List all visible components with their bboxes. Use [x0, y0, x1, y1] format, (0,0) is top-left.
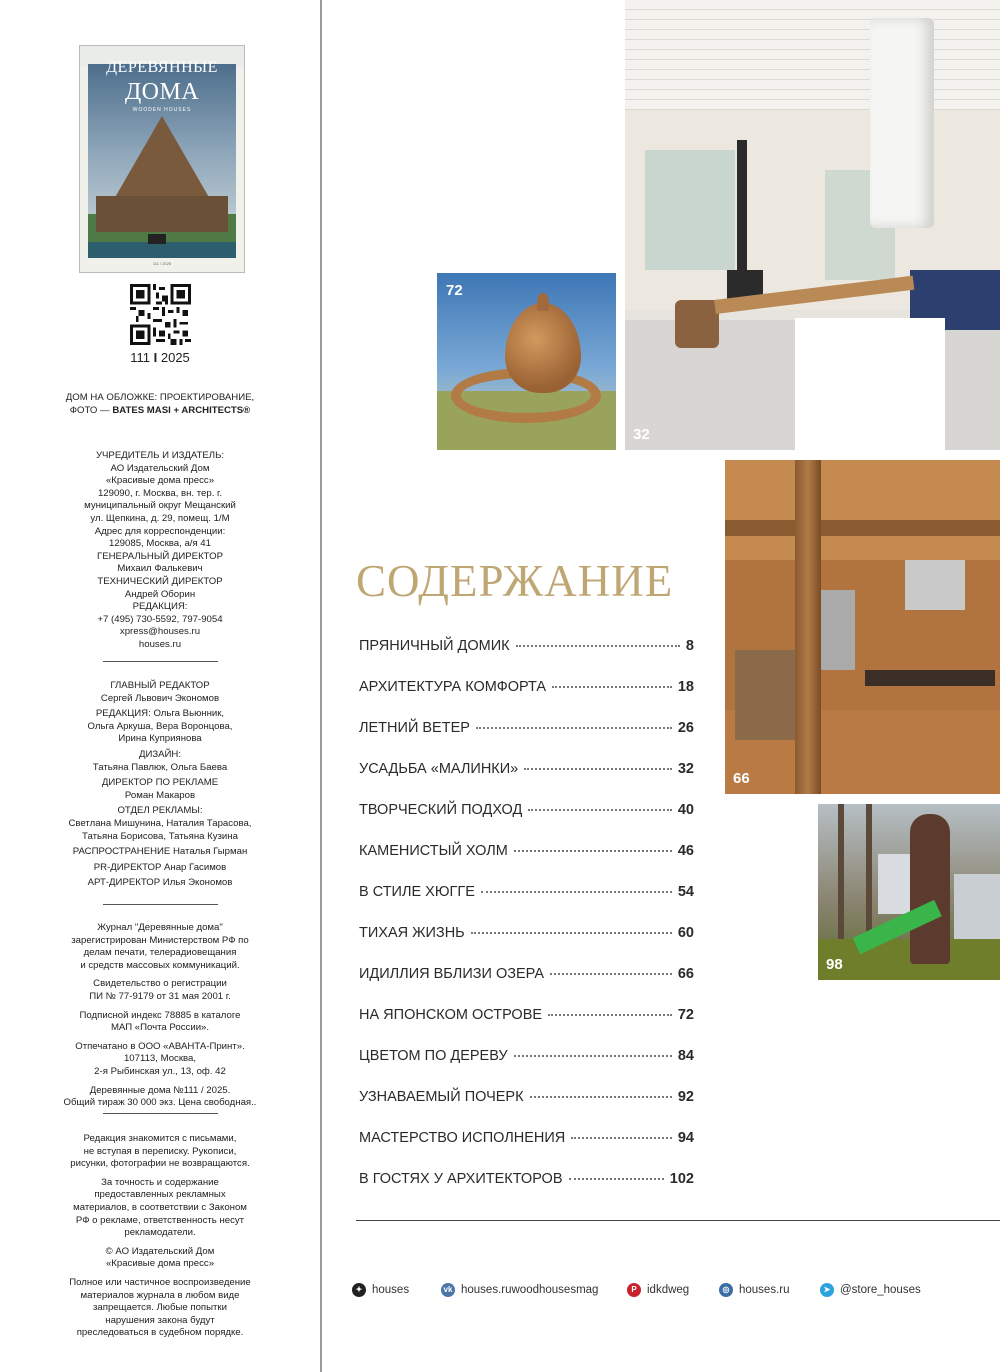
photo-98-tree — [838, 804, 844, 954]
toc-leader-dots — [528, 809, 672, 811]
toc-leader-dots — [550, 973, 672, 975]
masthead-line: Светлана Мишунина, Наталия Тарасова, — [68, 817, 252, 829]
toc-entry-title: НА ЯПОНСКОМ ОСТРОВЕ — [359, 1007, 543, 1023]
masthead-line: делам печати, телерадиовещания — [83, 947, 237, 959]
masthead-line: зарегистрирован Министерством РФ по — [71, 934, 249, 946]
staff-block — [60, 680, 260, 890]
masthead-line: рисунки, фотографии не возвращаются. — [70, 1158, 250, 1170]
masthead-line: Михаил Фалькевич — [117, 563, 203, 575]
sidebar-divider — [103, 661, 218, 662]
cover-bottom-text: 111 / 2025 — [152, 261, 172, 266]
masthead-line: ПИ № 77-9179 от 31 мая 2001 г. — [89, 990, 231, 1002]
toc-entry-page: 46 — [677, 843, 694, 859]
masthead-line: преследоваться в судебном порядке. — [76, 1327, 244, 1339]
toc-entry[interactable] — [359, 843, 694, 863]
photo-32-stove-pipe — [737, 140, 747, 270]
toc-leader-dots — [569, 1178, 664, 1180]
social-link[interactable] — [627, 1283, 689, 1297]
toc-entry-title: ТИХАЯ ЖИЗНЬ — [359, 925, 465, 941]
masthead-line: 129090, г. Москва, вн. тер. г. — [97, 487, 223, 499]
masthead-line: материалов журнала в любом виде — [80, 1289, 240, 1301]
photo-66-post — [795, 460, 821, 794]
cover-title-line2: ДОМА — [124, 79, 200, 105]
cover-house-roof — [110, 116, 214, 206]
social-links — [352, 1283, 992, 1303]
masthead-line: За точность и содержание — [101, 1176, 219, 1188]
photo-article-32[interactable] — [625, 0, 1000, 450]
toc-entry-title: ЛЕТНИЙ ВЕТЕР — [359, 720, 470, 736]
toc-entry-title: МАСТЕРСТВО ИСПОЛНЕНИЯ — [359, 1130, 566, 1146]
toc-leader-dots — [481, 891, 672, 893]
masthead-line: Татьяна Павлюк, Ольга Баева — [92, 761, 228, 773]
masthead-line: xpress@houses.ru — [119, 626, 201, 638]
masthead-line: нарушения закона будут — [105, 1314, 215, 1326]
qr-code-icon[interactable] — [130, 284, 191, 345]
registration-block — [60, 922, 260, 1110]
masthead-line: рекламодатели. — [124, 1227, 196, 1239]
pinterest-icon: P — [627, 1283, 641, 1297]
masthead-line: +7 (495) 730-5592, 797-9054 — [97, 613, 223, 625]
photo-page-number: 32 — [633, 426, 650, 443]
toc-entry-title: ЦВЕТОМ ПО ДЕРЕВУ — [359, 1048, 508, 1064]
masthead-line: Ирина Куприянова — [118, 733, 202, 745]
masthead-line: Татьяна Борисова, Татьяна Кузина — [82, 830, 238, 842]
photo-98-person — [910, 814, 950, 964]
toc-entry-title: АРХИТЕКТУРА КОМФОРТА — [359, 679, 547, 695]
masthead-line: Деревянные дома №111 / 2025. — [89, 1084, 231, 1096]
toc-entry-page: 94 — [677, 1130, 694, 1146]
toc-entry[interactable] — [359, 1130, 694, 1150]
toc-leader-dots — [530, 1096, 672, 1098]
toc-entry-title: КАМЕНИСТЫЙ ХОЛМ — [359, 843, 508, 859]
toc-entry-page: 18 — [677, 679, 694, 695]
toc-entry[interactable] — [359, 925, 694, 945]
toc-entry-title: ИДИЛЛИЯ ВБЛИЗИ ОЗЕРА — [359, 966, 545, 982]
masthead-line: ГЛАВНЫЙ РЕДАКТОР — [110, 680, 210, 691]
photo-article-72[interactable] — [437, 273, 616, 450]
social-link-label: idkdweg — [647, 1284, 690, 1296]
cover-credit-prefix: ФОТО — — [69, 404, 110, 416]
toc-entry[interactable] — [359, 1089, 694, 1109]
toc-entry-page: 8 — [685, 638, 694, 654]
masthead-line: «Красивые дома пресс» — [105, 475, 215, 487]
toc-leader-dots — [552, 686, 672, 688]
toc-entry[interactable] — [359, 679, 694, 699]
masthead-line: Подписной индекс 78885 в каталоге — [79, 1009, 241, 1021]
masthead-line: Редакция знакомится с письмами, — [83, 1133, 237, 1144]
toc-entry[interactable] — [359, 638, 694, 658]
masthead-line: материалов, в соответствии с Законом — [73, 1201, 247, 1213]
toc-entry-title: УЗНАВАЕМЫЙ ПОЧЕРК — [359, 1089, 524, 1105]
masthead-sidebar — [0, 0, 320, 1372]
photo-66-fridge — [815, 590, 855, 670]
issue-number — [80, 350, 240, 365]
masthead-line: муниципальный округ Мещанский — [84, 500, 236, 512]
photo-98-lawn — [818, 939, 1000, 980]
photo-66-ceiling — [725, 460, 1000, 560]
social-link-label: houses.ru — [739, 1284, 790, 1296]
social-link[interactable] — [820, 1283, 921, 1297]
toc-entry-title: ПРЯНИЧНЫЙ ДОМИК — [359, 638, 510, 654]
masthead-line: PR-ДИРЕКТОР Анар Гасимов — [93, 861, 227, 873]
photo-66-hood — [905, 560, 965, 610]
cover-subtitle: WOODEN HOUSES — [132, 107, 192, 113]
issue-separator: I — [153, 350, 158, 365]
masthead-line: АО Издательский Дом — [110, 462, 210, 474]
toc-entry-title: В ГОСТЯХ У АРХИТЕКТОРОВ — [359, 1171, 563, 1187]
masthead-line: РЕДАКЦИЯ: — [132, 601, 188, 613]
toc-leader-dots — [548, 1014, 672, 1016]
toc-entry-title: ТВОРЧЕСКИЙ ПОДХОД — [359, 802, 523, 818]
photo-32-island — [795, 318, 945, 450]
photo-page-number: 66 — [733, 770, 750, 787]
vk-icon: vk — [441, 1283, 455, 1297]
masthead-line: МАП «Почта России». — [110, 1022, 210, 1034]
cover-thumbnail[interactable] — [79, 45, 245, 273]
photo-32-ceiling — [625, 0, 1000, 110]
masthead-line: ДИРЕКТОР ПО РЕКЛАМЕ — [101, 777, 219, 789]
masthead-line: 2-я Рыбинская ул., 13, оф. 42 — [94, 1065, 226, 1077]
toc-entry-page: 26 — [677, 720, 694, 736]
masthead-line: РЕДАКЦИЯ: Ольга Вьюнник, — [95, 708, 225, 720]
legal-block — [60, 1133, 260, 1340]
masthead-line: houses.ru — [138, 638, 182, 650]
footer-divider — [356, 1220, 1000, 1221]
masthead-line: Свидетельство о регистрации — [93, 978, 227, 990]
toc-entry-page: 92 — [677, 1089, 694, 1105]
masthead-line: 129085, Москва, а/я 41 — [109, 538, 211, 550]
cover-badge — [148, 234, 166, 244]
masthead-line: РАСПРОСТРАНЕНИЕ Наталья Гырман — [72, 846, 248, 858]
toc-entry-title: УСАДЬБА «МАЛИНКИ» — [359, 761, 519, 777]
vertical-divider — [320, 0, 322, 1372]
toc-entry-page: 84 — [677, 1048, 694, 1064]
toc-leader-dots — [471, 932, 672, 934]
masthead-line: ТЕХНИЧЕСКИЙ ДИРЕКТОР — [97, 575, 223, 587]
masthead-line: и средств массовых коммуникаций. — [80, 959, 240, 971]
telegram-icon: ➤ — [820, 1283, 834, 1297]
masthead-line: Сергей Львович Экономов — [100, 692, 220, 704]
cover-credit — [60, 392, 260, 417]
issue-year: 2025 — [160, 350, 190, 365]
photo-article-98[interactable] — [818, 804, 1000, 980]
masthead-line: запрещается. Любые попытки — [93, 1302, 227, 1314]
social-link-label: houses — [372, 1284, 410, 1296]
issue-num: 111 — [130, 350, 150, 365]
masthead-line: ДИЗАЙН: — [138, 748, 182, 760]
toc-leader-dots — [514, 1055, 672, 1057]
masthead-line: ГЕНЕРАЛЬНЫЙ ДИРЕКТОР — [97, 550, 223, 562]
social-link-label: @store_houses — [840, 1284, 921, 1296]
social-link[interactable] — [441, 1283, 598, 1297]
masthead-line: ул. Щепкина, д. 29, помещ. 1/М — [90, 512, 230, 524]
sidebar-divider — [103, 904, 218, 905]
toc-entry[interactable] — [359, 884, 694, 904]
photo-article-66[interactable] — [725, 460, 1000, 794]
masthead-line: ОТДЕЛ РЕКЛАМЫ: — [117, 805, 203, 817]
toc-leader-dots — [524, 768, 672, 770]
contents-heading: СОДЕРЖАНИЕ — [356, 556, 674, 606]
photo-32-window — [645, 150, 735, 270]
masthead-line: 107113, Москва, — [123, 1053, 197, 1065]
cover-credit-line1: ДОМ НА ОБЛОЖКЕ: ПРОЕКТИРОВАНИЕ, — [65, 392, 255, 403]
masthead-line: предоставленных рекламных — [94, 1189, 226, 1201]
social-link-label: houses.ruwoodhousesmag — [461, 1284, 599, 1296]
masthead-line: не вступая в переписку. Рукописи, — [83, 1145, 237, 1157]
masthead-line: Ольга Аркуша, Вера Воронцова, — [87, 720, 233, 732]
toc-entry-page: 54 — [677, 884, 694, 900]
toc-leader-dots — [571, 1137, 672, 1139]
photo-66-counter — [865, 670, 995, 686]
masthead-line: © АО Издательский Дом — [105, 1245, 215, 1257]
photo-page-number: 72 — [446, 282, 463, 299]
photo-32-chair — [675, 300, 719, 348]
masthead-line: РФ о рекламе, ответственность несут — [75, 1214, 245, 1226]
masthead-line: Журнал "Деревянные дома" — [97, 922, 223, 933]
masthead-line: Роман Макаров — [124, 789, 196, 801]
toc-leader-dots — [516, 645, 680, 647]
publisher-block — [60, 450, 260, 652]
photo-66-beam — [725, 520, 1000, 536]
toc-entry-page: 66 — [677, 966, 694, 982]
toc-entry-page: 40 — [677, 802, 694, 818]
toc-entry-page: 102 — [669, 1171, 694, 1187]
toc-entry-page: 60 — [677, 925, 694, 941]
toc-entry[interactable] — [359, 966, 694, 986]
cover-title-line1: ДЕРЕВЯННЫЕ — [106, 59, 218, 76]
photo-72-pavilion-tip — [537, 293, 549, 311]
toc-entry[interactable] — [359, 1048, 694, 1068]
toc-entry[interactable] — [359, 720, 694, 740]
masthead-line: Адрес для корреспонденции: — [94, 525, 226, 537]
toc-entry[interactable] — [359, 1007, 694, 1027]
masthead-line: Полное или частичное воспроизведение — [69, 1276, 251, 1288]
sidebar-divider — [103, 1113, 218, 1114]
toc-leader-dots — [476, 727, 672, 729]
masthead-line: Отпечатано в ООО «АВАНТА-Принт». — [75, 1040, 245, 1052]
toc-entry-page: 32 — [677, 761, 694, 777]
cover-credit-line2 — [60, 405, 260, 418]
toc-entry[interactable] — [359, 802, 694, 822]
toc-entry[interactable] — [359, 1171, 694, 1191]
photo-72-pavilion — [505, 303, 581, 393]
social-link[interactable] — [719, 1283, 790, 1297]
photo-page-number: 98 — [826, 956, 843, 973]
cover-house-base — [96, 196, 228, 232]
masthead-line: «Красивые дома пресс» — [105, 1258, 215, 1270]
masthead-line: Общий тираж 30 000 экз. Цена свободная.. — [63, 1097, 257, 1109]
photo-32-hood — [870, 18, 934, 228]
dzen-icon: ✦ — [352, 1283, 366, 1297]
masthead-line: АРТ-ДИРЕКТОР Илья Экономов — [87, 877, 233, 889]
cover-credit-architects: BATES MASI + ARCHITECTS® — [112, 404, 251, 416]
social-link[interactable] — [352, 1283, 409, 1297]
cover-pool — [88, 242, 236, 258]
toc-leader-dots — [514, 850, 672, 852]
photo-98-shed — [954, 874, 1000, 944]
store-icon: ◎ — [719, 1283, 733, 1297]
toc-entry-title: В СТИЛЕ ХЮГГЕ — [359, 884, 475, 900]
toc-entry-page: 72 — [677, 1007, 694, 1023]
photo-66-island — [735, 650, 795, 740]
masthead-line: Андрей Оборин — [124, 588, 196, 600]
toc-entry[interactable] — [359, 761, 694, 781]
masthead-line: УЧРЕДИТЕЛЬ И ИЗДАТЕЛЬ: — [95, 450, 225, 461]
